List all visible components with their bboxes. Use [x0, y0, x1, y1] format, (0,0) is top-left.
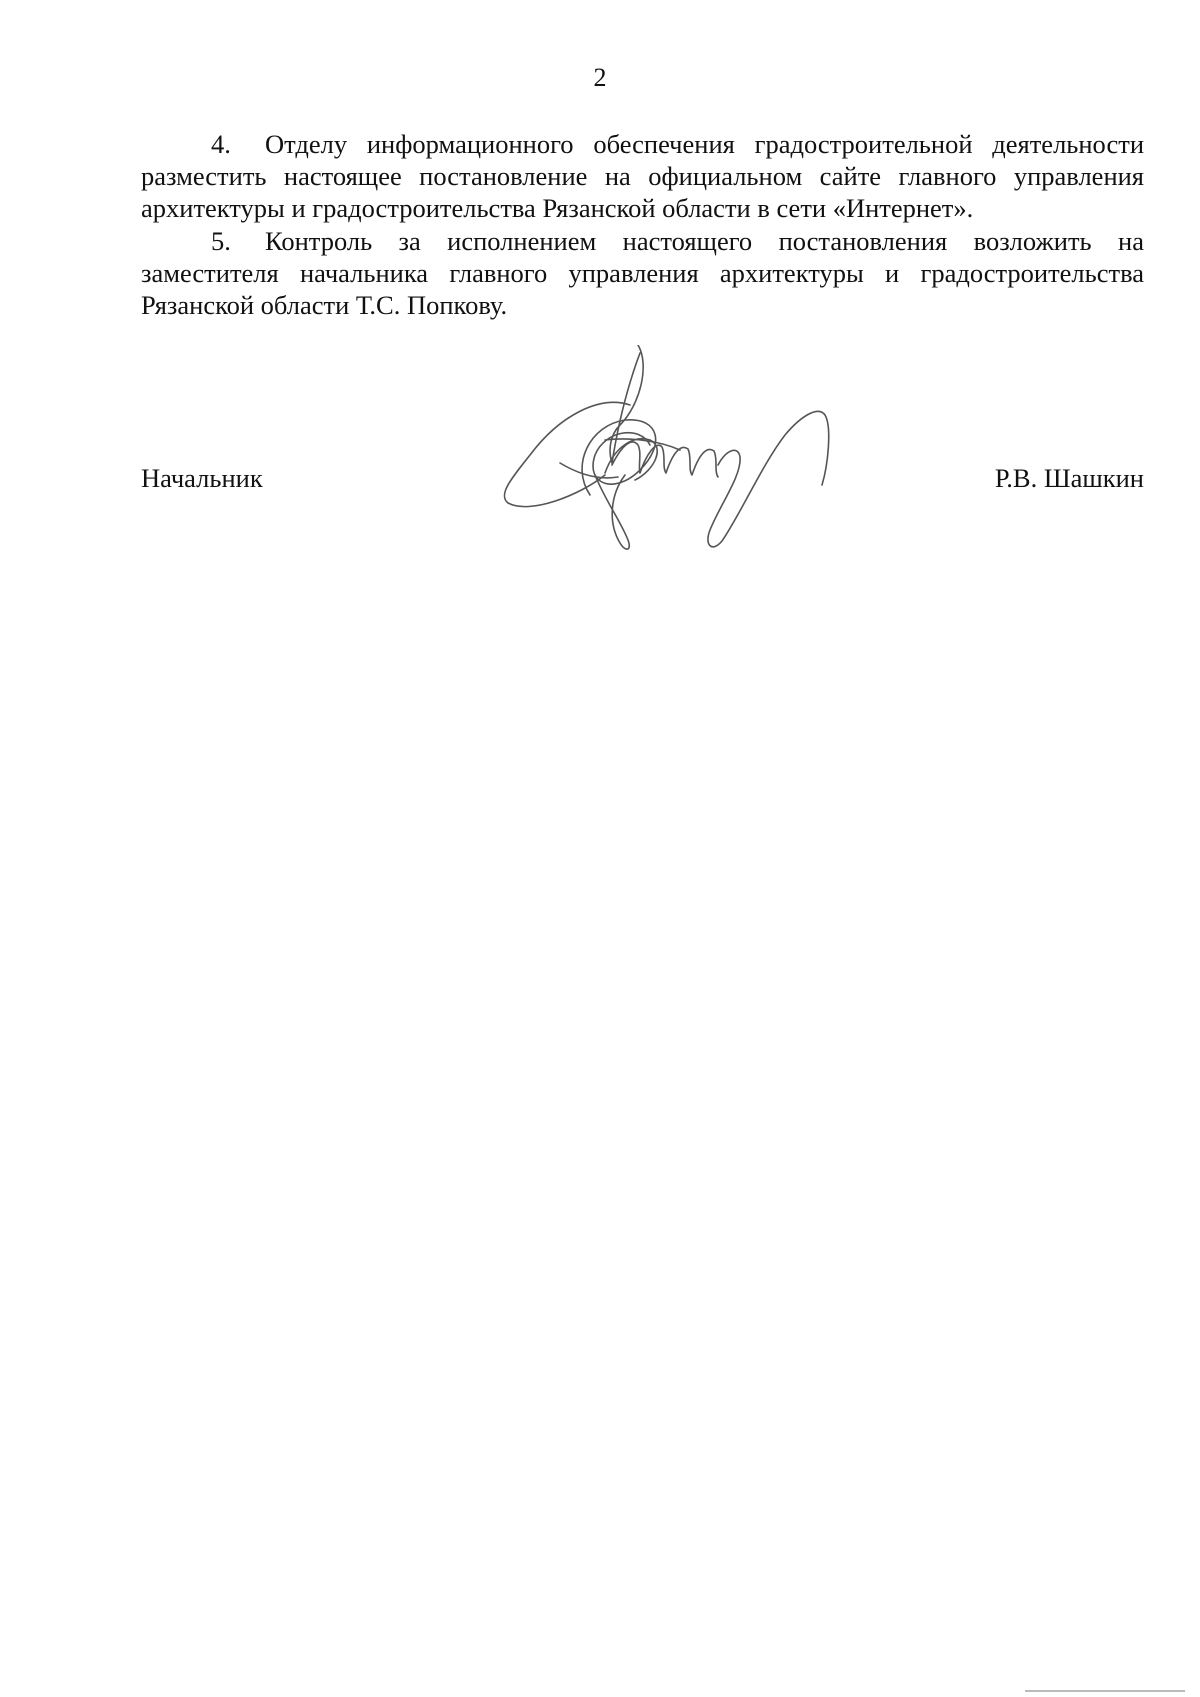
signatory-position: Начальник: [141, 463, 263, 493]
paragraph-text: Отделу информационного обеспечения градостроительной деятельности разместить настоящее постановление на официальном сайте главного управления архитектуры и градостроительства Рязанской области в сети «Интернет».: [141, 129, 1144, 224]
paragraph-number: 5.: [211, 225, 231, 256]
paragraph-4: [141, 128, 1144, 225]
handwritten-signature: [500, 345, 860, 565]
signatory-name: Р.В. Шашкин: [994, 463, 1144, 493]
scan-edge-line: [1025, 1690, 1185, 1692]
paragraph-5: [141, 225, 1144, 322]
document-body: [141, 128, 1144, 321]
page-number: 2: [593, 63, 607, 92]
paragraph-number: 4.: [211, 129, 231, 159]
paragraph-text: Контроль за исполнением настоящего постановления возложить на заместителя начальника главного управления архитектуры и градостроительства Рязанской области Т.С. Попкову.: [141, 225, 1144, 321]
